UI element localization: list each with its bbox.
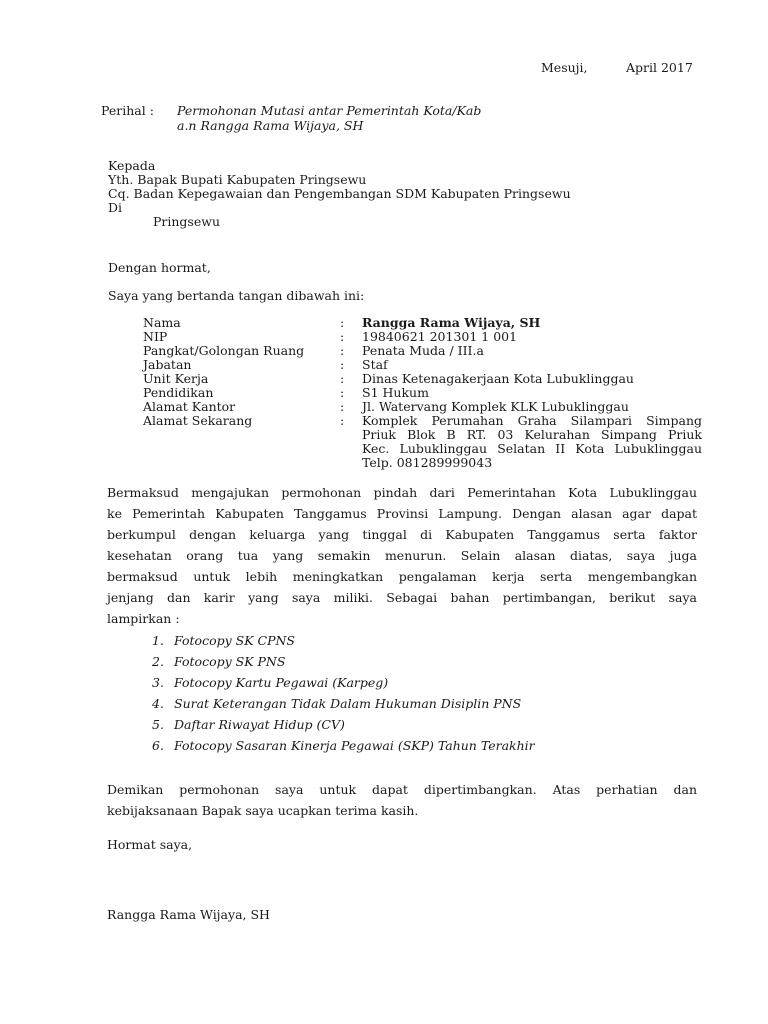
identity-value	[362, 414, 702, 470]
list-item	[152, 630, 535, 651]
identity-colon: :	[340, 385, 345, 400]
list-number: 1.	[152, 633, 164, 648]
list-item	[152, 735, 535, 756]
recipient-block	[108, 159, 571, 229]
list-number: 5.	[152, 717, 164, 732]
identity-colon: :	[340, 315, 345, 330]
address-phone: Telp. 081289999043	[362, 455, 493, 470]
identity-value: Penata Muda / III.a	[362, 343, 484, 358]
identity-label: Jabatan	[143, 357, 192, 372]
recipient-line: Cq. Badan Kepegawaian dan Pengembangan SDM Kabupaten Pringsewu	[108, 186, 571, 201]
identity-row	[143, 344, 702, 358]
identity-value: S1 Hukum	[362, 385, 429, 400]
list-item	[152, 714, 535, 735]
identity-table	[143, 316, 702, 470]
intro-text: Saya yang bertanda tangan dibawah ini:	[108, 288, 365, 303]
list-item	[152, 651, 535, 672]
letter-place: Mesuji,	[541, 60, 588, 75]
body-line: berkumpul dengan keluarga yang tinggal di Kabupaten Tanggamus serta faktor	[107, 527, 697, 542]
recipient-line: Pringsewu	[153, 214, 220, 229]
identity-colon: :	[340, 371, 345, 386]
subject-line-1: Permohonan Mutasi antar Pemerintah Kota/Kab	[177, 103, 482, 118]
identity-colon: :	[340, 329, 345, 344]
signer-name: Rangga Rama Wijaya, SH	[107, 907, 270, 922]
identity-row	[143, 400, 702, 414]
list-number: 4.	[152, 696, 164, 711]
body-line: lampirkan :	[107, 611, 180, 626]
closing-line: Demikan permohonan saya untuk dapat dipertimbangkan. Atas perhatian dan	[107, 782, 697, 797]
list-text: Daftar Riwayat Hidup (CV)	[174, 717, 345, 732]
identity-label: Alamat Sekarang	[143, 413, 253, 428]
identity-row	[143, 330, 702, 344]
list-item	[152, 693, 535, 714]
identity-value: Rangga Rama Wijaya, SH	[362, 315, 541, 330]
body-line: bermaksud untuk lebih meningkatkan pengalaman kerja serta mengembangkan	[107, 569, 697, 584]
list-number: 3.	[152, 675, 164, 690]
recipient-line: Di	[108, 200, 123, 215]
identity-label: Alamat Kantor	[143, 399, 236, 414]
address-line: Komplek Perumahan Graha Silampari Simpang	[362, 413, 702, 428]
identity-value: 19840621 201301 1 001	[362, 329, 518, 344]
identity-label: NIP	[143, 329, 168, 344]
list-text: Fotocopy Sasaran Kinerja Pegawai (SKP) Tahun Terakhir	[174, 738, 535, 753]
identity-colon: :	[340, 399, 345, 414]
closing-line: kebijaksanaan Bapak saya ucapkan terima kasih.	[107, 803, 419, 818]
body-line: ke Pemerintah Kabupaten Tanggamus Provinsi Lampung. Dengan alasan agar dapat	[107, 506, 697, 521]
subject-line-2: a.n Rangga Rama Wijaya, SH	[177, 118, 364, 133]
sign-off: Hormat saya,	[107, 837, 193, 852]
identity-row	[143, 316, 702, 330]
identity-value: Dinas Ketenagakerjaan Kota Lubuklinggau	[362, 371, 634, 386]
address-line: Kec. Lubuklinggau Selatan II Kota Lubuklinggau	[362, 441, 702, 456]
identity-label: Nama	[143, 315, 181, 330]
attachment-list	[152, 630, 535, 756]
identity-row	[143, 386, 702, 400]
identity-row	[143, 358, 702, 372]
identity-row	[143, 372, 702, 386]
identity-colon: :	[340, 357, 345, 372]
list-number: 2.	[152, 654, 164, 669]
list-text: Fotocopy Kartu Pegawai (Karpeg)	[174, 675, 389, 690]
body-line: jenjang dan karir yang saya miliki. Sebagai bahan pertimbangan, berikut saya	[107, 590, 697, 605]
closing-paragraph	[107, 779, 697, 821]
identity-colon: :	[340, 343, 345, 358]
identity-label: Pendidikan	[143, 385, 214, 400]
list-text: Surat Keterangan Tidak Dalam Hukuman Disiplin PNS	[174, 696, 522, 711]
recipient-line: Yth. Bapak Bupati Kabupaten Pringsewu	[108, 172, 367, 187]
address-line: Priuk Blok B RT. 03 Kelurahan Simpang Priuk	[362, 427, 702, 442]
identity-value: Staf	[362, 357, 388, 372]
greeting: Dengan hormat,	[108, 260, 211, 275]
list-item	[152, 672, 535, 693]
recipient-line: Kepada	[108, 158, 156, 173]
identity-label: Unit Kerja	[143, 371, 209, 386]
identity-colon: :	[340, 413, 345, 428]
list-text: Fotocopy SK CPNS	[174, 633, 295, 648]
identity-row	[143, 414, 702, 470]
identity-value: Jl. Watervang Komplek KLK Lubuklinggau	[362, 399, 629, 414]
subject-label: Perihal :	[101, 103, 154, 118]
body-line: kesehatan orang tua yang semakin menurun. Selain alasan diatas, saya juga	[107, 548, 697, 563]
body-paragraph	[107, 482, 697, 629]
body-line: Bermaksud mengajukan permohonan pindah dari Pemerintahan Kota Lubuklinggau	[107, 485, 697, 500]
letter-date: April 2017	[626, 60, 693, 75]
list-number: 6.	[152, 738, 164, 753]
list-text: Fotocopy SK PNS	[174, 654, 286, 669]
identity-label: Pangkat/Golongan Ruang	[143, 343, 305, 358]
